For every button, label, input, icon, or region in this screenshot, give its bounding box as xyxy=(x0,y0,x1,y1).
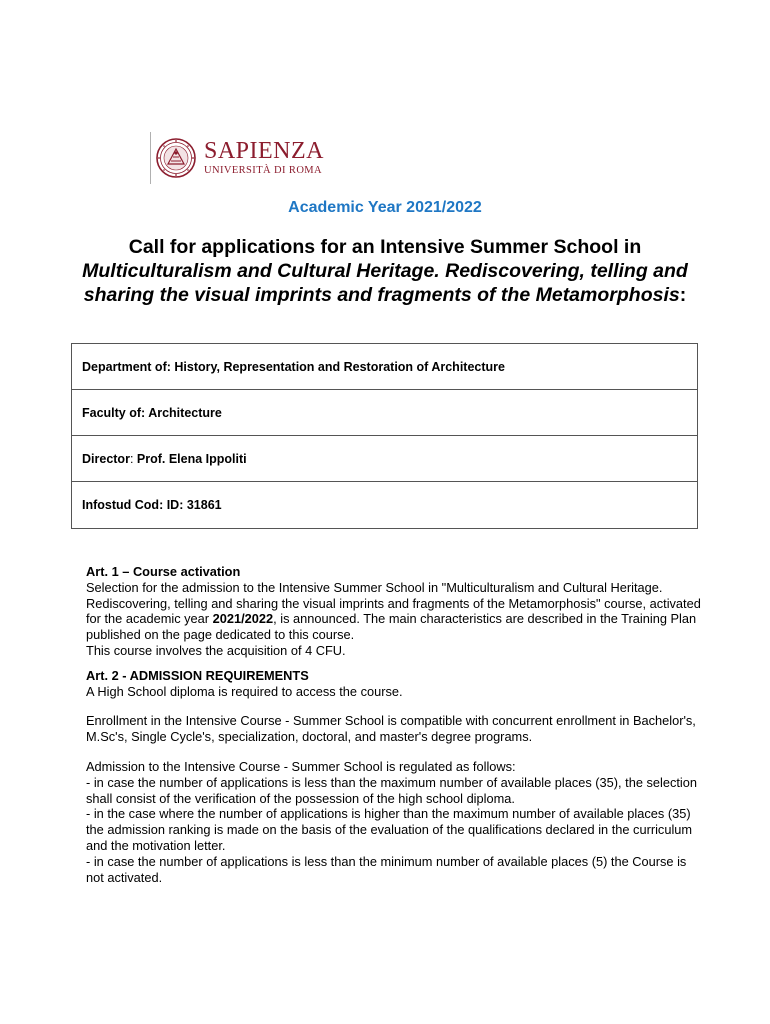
logo-divider xyxy=(150,132,151,184)
art1-text-b: , is announced. The main characteristics are described in the Training Plan published on the page dedicated to this course. xyxy=(86,611,697,643)
faculty-row xyxy=(72,390,697,436)
art2-regulated: Admission to the Intensive Course - Summer School is regulated as follows: xyxy=(86,758,516,774)
call-title-line1: Call for applications for an Intensive Summer School in xyxy=(128,236,642,258)
university-logo xyxy=(150,132,324,184)
logo-name: SAPIENZA xyxy=(204,138,325,164)
art2-heading: Art. 2 - ADMISSION REQUIREMENTS xyxy=(86,667,309,683)
art1-year: 2021/2022 xyxy=(212,611,274,627)
logo-wordmark xyxy=(204,139,324,177)
director-label: Director xyxy=(82,451,130,466)
art2-rule3: - in case the number of applications is less than the minimum number of available places (5) the Course is not activated. xyxy=(86,853,687,885)
infostud-row xyxy=(72,482,697,528)
call-title xyxy=(60,235,710,307)
director-value: Prof. Elena Ippoliti xyxy=(133,451,247,466)
department-text: Department of: History, Representation and Restoration of Architecture xyxy=(82,359,505,374)
info-table xyxy=(71,343,698,529)
sapienza-seal-icon xyxy=(154,132,198,184)
director-row xyxy=(72,436,697,482)
logo-subtitle: UNIVERSITÀ DI ROMA xyxy=(204,165,323,176)
art2-rule2: - in the case where the number of applications is higher than the maximum number of available places (35) the admission ranking is made on the basis of the evaluation of the qualifications declared in the curriculum and the motivation letter. xyxy=(86,806,693,853)
art2-enrollment: Enrollment in the Intensive Course - Summer School is compatible with concurrent enrollment in Bachelor's, M.Sc's, Single Cycle's, specialization, doctoral, and master's degree programs. xyxy=(86,713,696,745)
academic-year-heading: Academic Year 2021/2022 xyxy=(288,199,482,216)
department-row xyxy=(72,344,697,390)
art2-diploma: A High School diploma is required to access the course. xyxy=(86,683,403,699)
art1-heading: Art. 1 – Course activation xyxy=(86,564,241,579)
infostud-text: Infostud Cod: ID: 31861 xyxy=(82,498,222,512)
call-title-course-name: Multiculturalism and Cultural Heritage. Rediscovering, telling and sharing the visual imprints and fragments of the Metamorphosis xyxy=(82,260,688,306)
document-body xyxy=(86,564,706,885)
faculty-text: Faculty of: Architecture xyxy=(82,405,222,420)
call-title-colon: : xyxy=(679,284,687,306)
art2-rule1: - in case the number of applications is less than the maximum number of available places (35), the selection shall consist of the verification of the possession of the high school diploma. xyxy=(86,774,698,806)
art1-paragraph xyxy=(86,580,706,643)
art1-text-a: Selection for the admission to the Intensive Summer School in "Multiculturalism and Cultural Heritage. Rediscovering, telling and sharing the visual imprints and fragments of the Metamorphosis" course, activated for the academic year xyxy=(86,579,701,627)
art1-cfu: This course involves the acquisition of 4 CFU. xyxy=(86,642,346,658)
director-colon: : xyxy=(129,451,134,466)
